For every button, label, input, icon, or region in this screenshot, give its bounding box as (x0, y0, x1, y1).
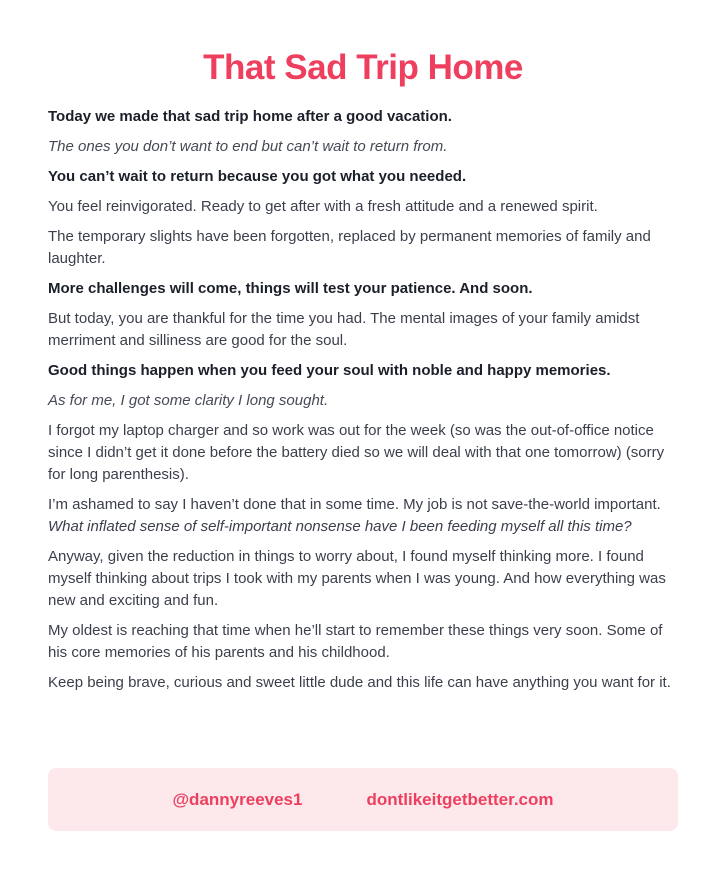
social-handle-link[interactable]: @dannyreeves1 (172, 789, 303, 809)
paragraph-4: You feel reinvigorated. Ready to get after with a fresh attitude and a renewed spirit. (48, 198, 598, 215)
paragraph-8: Good things happen when you feed your soul with noble and happy memories. (48, 362, 611, 379)
paragraph-3: You can’t wait to return because you got what you needed. (48, 168, 467, 185)
paragraph-14: Keep being brave, curious and sweet little dude and this life can have anything you want for it. (48, 674, 671, 691)
paragraph-12: Anyway, given the reduction in things to worry about, I found myself thinking more. I found myself thinking about trips I took with my parents when I was young. And how everything was new and exciting and fun. (48, 548, 666, 609)
article-body (48, 106, 678, 694)
paragraph-1: Today we made that sad trip home after a good vacation. (48, 108, 452, 125)
paragraph-5: The temporary slights have been forgotten, replaced by permanent memories of family and laughter. (48, 228, 651, 267)
paragraph-13: My oldest is reaching that time when he’ll start to remember these things very soon. Some of his core memories of his parents and his childhood. (48, 622, 663, 661)
page-title: That Sad Trip Home (203, 48, 523, 87)
website-link[interactable]: dontlikeitgetbetter.com (366, 789, 554, 809)
footer-banner (48, 768, 678, 831)
paragraph-11-text: I’m ashamed to say I haven’t done that in some time. My job is not save-the-world important. (48, 496, 661, 513)
paragraph-11 (48, 494, 678, 538)
paragraph-7: But today, you are thankful for the time you had. The mental images of your family amidst merriment and silliness are good for the soul. (48, 310, 640, 349)
paragraph-10: I forgot my laptop charger and so work was out for the week (so was the out-of-office notice since I didn’t get it done before the battery died so we will deal with that one tomorrow) (sorry for long parenthesis). (48, 422, 665, 483)
paragraph-2: The ones you don’t want to end but can’t wait to return from. (48, 138, 448, 155)
paragraph-6: More challenges will come, things will test your patience. And soon. (48, 280, 533, 297)
paragraph-9: As for me, I got some clarity I long sought. (48, 392, 329, 409)
paragraph-11-emphasis: What inflated sense of self-important nonsense have I been feeding myself all this time? (48, 518, 632, 535)
